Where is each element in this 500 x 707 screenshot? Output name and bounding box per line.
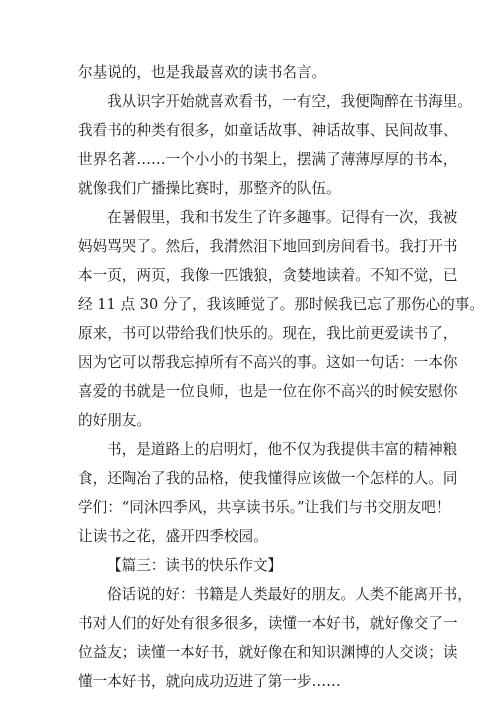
paragraph-3 xyxy=(78,203,484,435)
text-line: 的好朋友。 xyxy=(78,412,151,429)
text-line: 妈妈骂哭了。然后，我潸然泪下地回到房间看书。我打开书 xyxy=(78,238,458,255)
paragraph-1 xyxy=(78,58,424,87)
text-line: 本一页，两页，我像一匹饿狼，贪婪地读着。不知不觉，已 xyxy=(78,267,458,284)
text-line: 俗话说的好：书籍是人类最好的朋友。人类不能离开书， xyxy=(107,586,472,603)
text-line: 尔基说的，也是我最喜欢的读书名言。 xyxy=(78,64,327,81)
text-line: 位益友；读懂一本好书，就好像在和知识渊博的人交谈；读 xyxy=(78,644,458,661)
text-line: 食，还陶冶了我的品格，使我懂得应该做一个怎样的人。同 xyxy=(78,470,458,487)
text-line: 让读书之花，盛开四季校园。 xyxy=(78,528,268,545)
text-line: 原来，书可以带给我们快乐的。现在，我比前更爱读书了， xyxy=(78,325,458,342)
text-line: 喜爱的书就是一位良师，也是一位在你不高兴的时候安慰你 xyxy=(78,383,458,400)
section-heading: 【篇三：读书的快乐作文】 xyxy=(107,557,283,574)
text-line: 世界名著……一个小小的书架上，摆满了薄薄厚厚的书本， xyxy=(78,151,458,168)
text-line: 学们：“同沐四季风，共享读书乐。”让我们与书交朋友吧！ xyxy=(78,499,451,516)
document-page xyxy=(78,58,484,696)
text-line: 书，是道路上的启明灯，他不仅为我提供丰富的精神粮 xyxy=(107,441,458,458)
text-line: 懂一本好书，就向成功迈进了第一步…… xyxy=(78,673,341,690)
paragraph-2 xyxy=(78,87,472,203)
text-line: 经 11 点 30 分了，我该睡觉了。那时候我已忘了那伤心的事。 xyxy=(78,296,484,313)
text-line: 我看书的种类有很多，如童话故事、神话故事、民间故事、 xyxy=(78,122,458,139)
text-line: 在暑假里，我和书发生了许多趣事。记得有一次，我被 xyxy=(107,209,458,226)
text-line: 就像我们广播操比赛时，那整齐的队伍。 xyxy=(78,180,341,197)
paragraph-5 xyxy=(78,580,472,696)
text-line: 书对人们的好处有很多很多，读懂一本好书，就好像交了一 xyxy=(78,615,458,632)
paragraph-4 xyxy=(78,435,458,551)
text-line: 因为它可以帮我忘掉所有不高兴的事。这如一句话：一本你 xyxy=(78,354,458,371)
text-line: 我从识字开始就喜欢看书，一有空，我便陶醉在书海里。 xyxy=(107,93,472,110)
